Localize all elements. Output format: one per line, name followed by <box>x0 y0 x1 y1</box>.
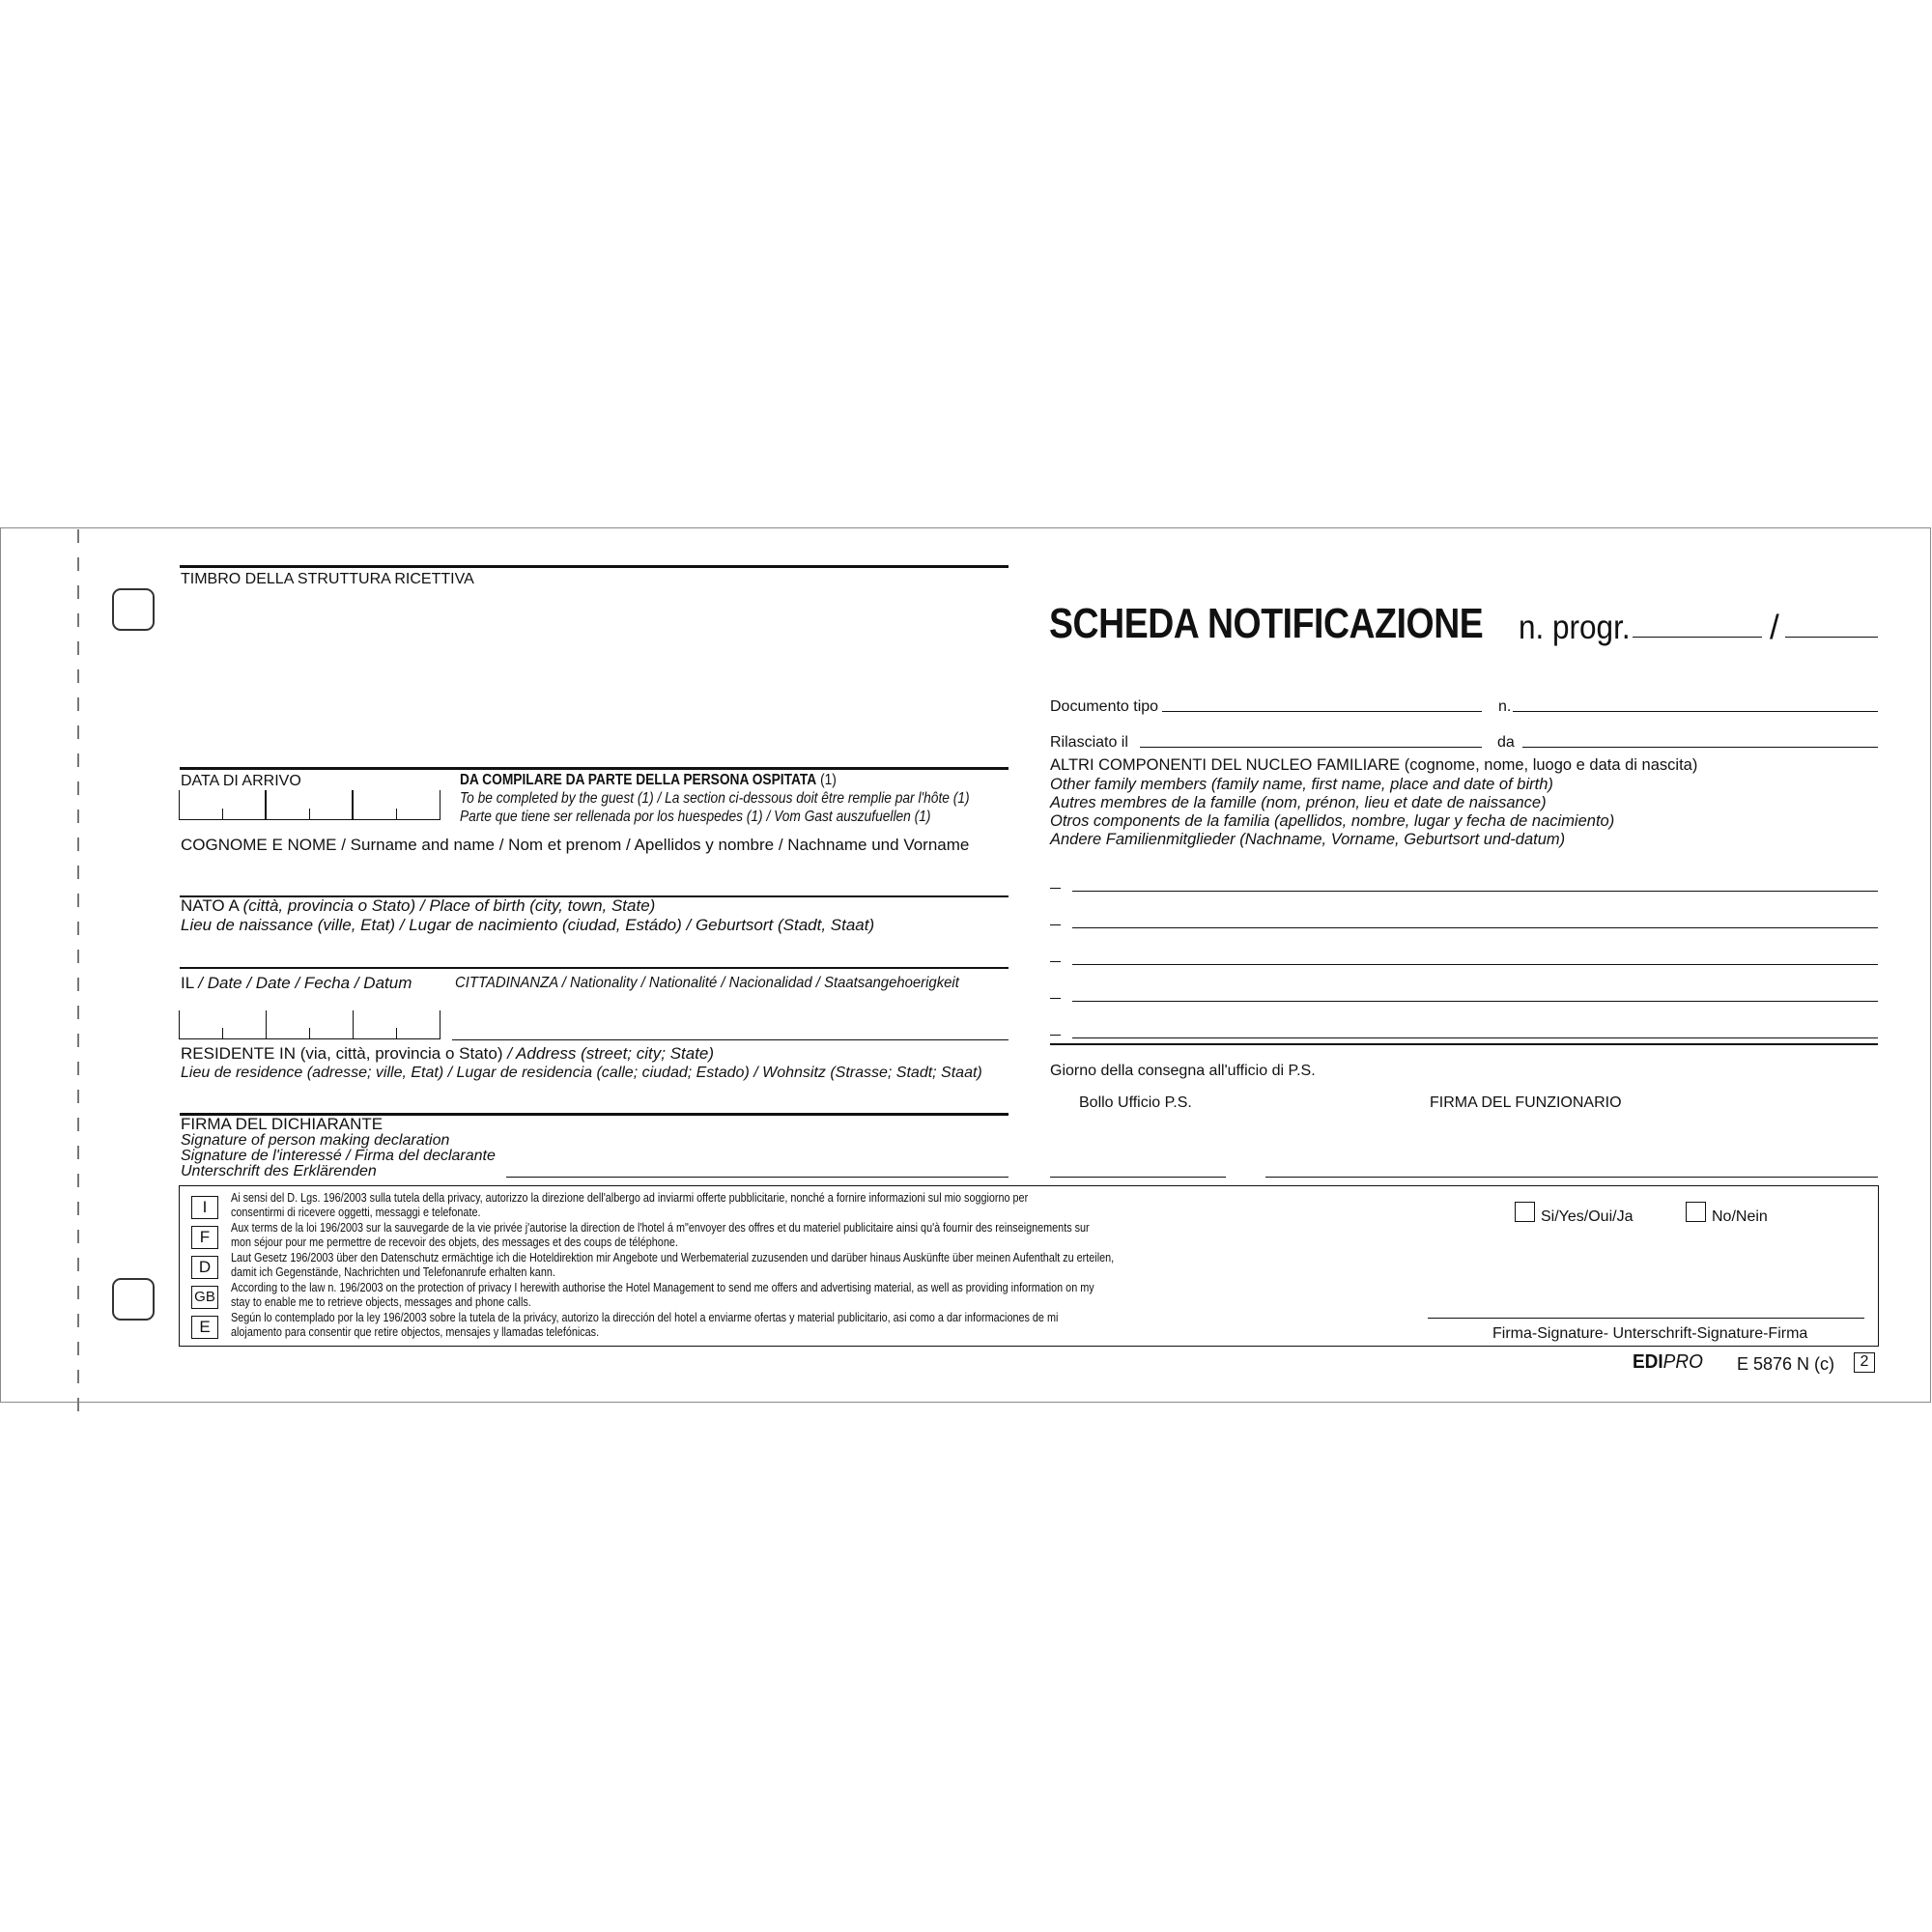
perforation-dash <box>77 613 79 627</box>
official-signature-field[interactable] <box>1265 1177 1878 1178</box>
birthdate-day-divider <box>222 1028 223 1039</box>
doc-number-field[interactable] <box>1513 711 1878 712</box>
family-member-field[interactable] <box>1072 891 1878 892</box>
guest-instructions <box>460 771 970 826</box>
consent-no-checkbox[interactable] <box>1686 1202 1706 1222</box>
consent-no-label: No/Nein <box>1712 1208 1768 1225</box>
issued-on-field[interactable] <box>1140 747 1482 748</box>
perforation-dash <box>77 781 79 795</box>
perforation-dash <box>77 1146 79 1159</box>
birthdate-label-italic: / Date / Date / Fecha / Datum <box>198 974 412 992</box>
family-bottom-rule <box>1050 1043 1878 1045</box>
issued-by-field[interactable] <box>1522 747 1878 748</box>
form-code: E 5876 N (c) <box>1737 1354 1835 1374</box>
language-code-box: GB <box>191 1286 218 1309</box>
arrival-month-divider <box>309 809 310 820</box>
birthdate-label <box>181 974 412 992</box>
progr-slash: / <box>1770 609 1779 646</box>
signature-title: FIRMA DEL DICHIARANTE <box>181 1115 384 1133</box>
citizenship-label: CITTADINANZA / Nationality / Nationalité / Nacionalidad / Staatsangehoerigkeit <box>455 975 959 991</box>
family-line: Andere Familienmitglieder (Nachname, Vorname, Geburtsort und-datum) <box>1050 831 1566 848</box>
signature-line2: Signature de l'interessé / Firma del declarante <box>181 1148 496 1164</box>
perforation-dash <box>77 557 79 571</box>
privacy-text-line: Ai sensi del D. Lgs. 196/2003 sulla tutela della privacy, autorizzo la direzione dell'albergo ad inviarmi offerte pubblicitarie, nonché a fornire informazioni sul mio soggiorno per <box>231 1190 1029 1205</box>
guest-instructions-line3: Parte que tiene ser rellenada por los huespedes (1) / Vom Gast auszufuellen (1) <box>460 809 931 825</box>
perforation-dash <box>77 753 79 767</box>
guest-instructions-bold: DA COMPILARE DA PARTE DELLA PERSONA OSPITATA <box>460 772 817 788</box>
top-rule <box>180 565 1009 568</box>
perforation-dash <box>77 838 79 851</box>
birthplace-label-line2: Lieu de naissance (ville, Etat) / Lugar de nacimiento (ciudad, Estádo) / Geburtsort (Stadt, Staat) <box>181 916 875 934</box>
perforation-dash <box>77 866 79 879</box>
consent-signature-field[interactable] <box>1428 1318 1864 1319</box>
progr-year-field[interactable] <box>1785 637 1878 638</box>
office-stamp-field[interactable] <box>1050 1177 1226 1178</box>
birthdate-sep-1 <box>266 1010 267 1039</box>
issued-on-label: Rilasciato il <box>1050 734 1128 751</box>
family-line-bullet <box>1050 924 1061 925</box>
privacy-text-line: stay to enable me to retrieve objects, messages and phone calls. <box>231 1294 531 1309</box>
perforation-dash <box>77 641 79 655</box>
privacy-text <box>231 1190 1028 1219</box>
privacy-text-line: Aux terms de la loi 196/2003 sur la sauvegarde de la vie privée j'autorise la direction de l'hotel á m"envoyer des offres et du materiel publicitaire ainsi qu'à fournir des reinseignements sur <box>231 1220 1090 1235</box>
family-line: Other family members (family name, first name, place and date of birth) <box>1050 776 1553 793</box>
family-member-field[interactable] <box>1072 927 1878 928</box>
signature-translations <box>181 1133 496 1179</box>
family-line-bullet <box>1050 888 1061 889</box>
perforation-dash <box>77 1258 79 1271</box>
binder-hole-top <box>112 588 155 631</box>
delivery-label: Giorno della consegna all'ufficio di P.S. <box>1050 1063 1316 1079</box>
guest-instructions-line2: To be completed by the guest (1) / La section ci-dessous doit être remplie par l'hôte (1) <box>460 790 970 807</box>
perforation-dash <box>77 1202 79 1215</box>
residence-label-plain: RESIDENTE IN (via, città, provincia o Stato) <box>181 1044 503 1063</box>
privacy-text-line: mon séjour pour me permettre de recevoir des objets, des messages et des coups de téléphone. <box>231 1235 678 1249</box>
perforation-dash <box>77 950 79 963</box>
perforation-dash <box>77 978 79 991</box>
page-number: 2 <box>1854 1352 1875 1373</box>
doc-number-label: n. <box>1498 698 1512 715</box>
perforation-dash <box>77 922 79 935</box>
arrival-year-divider <box>396 809 397 820</box>
residence-label-italic: / Address (street; city; State) <box>502 1044 715 1063</box>
perforation-dash <box>77 1398 79 1411</box>
perforation-dash <box>77 585 79 599</box>
perforation-dash <box>77 1034 79 1047</box>
family-member-field[interactable] <box>1072 964 1878 965</box>
birthdate-label-plain: IL <box>181 974 199 992</box>
residence-label-line2: Lieu de residence (adresse; ville, Etat) / Lugar de residencia (calle; ciudad; Estado) / Wohnsitz (Strasse; Stadt; Staat) <box>181 1065 982 1081</box>
privacy-text-line: According to the law n. 196/2003 on the protection of privacy I herewith authorise the Hotel Management to send me offers and advertising material, as well as providing information on my <box>231 1280 1094 1294</box>
privacy-text-line: Según lo contemplado por la ley 196/2003 sobre la tutela de la privácy, autorizo la dirección del hotel a enviarme ofertas y material publicitario, asi como a dar informaciones de mi <box>231 1310 1059 1324</box>
perforation-dash <box>77 1342 79 1355</box>
birthplace-label-italic: (città, provincia o Stato) / Place of birth (city, town, State) <box>242 896 656 915</box>
citizenship-field[interactable] <box>452 1039 1009 1040</box>
residence-label <box>181 1044 714 1063</box>
arrival-label: DATA DI ARRIVO <box>181 773 301 789</box>
doc-type-field[interactable] <box>1162 711 1482 712</box>
privacy-text <box>231 1250 1114 1279</box>
family-line-bullet <box>1050 998 1061 999</box>
privacy-text-line: alojamento para consentir que retire objectos, mensajes y llamadas telefónicas. <box>231 1324 600 1339</box>
privacy-text <box>231 1220 1090 1249</box>
perforation-dash <box>77 1314 79 1327</box>
signature-line3: Unterschrift des Erklärenden <box>181 1163 377 1179</box>
perforation-dash <box>77 1174 79 1187</box>
consent-signature-label: Firma-Signature- Unterschrift-Signature-Firma <box>1492 1325 1808 1342</box>
language-code-box: F <box>191 1226 218 1249</box>
perforation-dash <box>77 810 79 823</box>
office-stamp-label: Bollo Ufficio P.S. <box>1079 1094 1192 1111</box>
binder-hole-bottom <box>112 1278 155 1321</box>
perforation-dash <box>77 1062 79 1075</box>
family-title: ALTRI COMPONENTI DEL NUCLEO FAMILIARE (cognome, nome, luogo e data di nascita) <box>1050 756 1698 774</box>
family-line: Otros components de la familia (apellidos, nombre, lugar y fecha de nacimiento) <box>1050 812 1615 830</box>
family-member-field[interactable] <box>1072 1037 1878 1038</box>
language-code-box: D <box>191 1256 218 1279</box>
birthdate-month-divider <box>309 1028 310 1039</box>
family-line-bullet <box>1050 1035 1061 1036</box>
birthdate-year-divider <box>396 1028 397 1039</box>
privacy-text-line: damit ich Gegenstände, Nachrichten und Telefonanrufe erhalten kann. <box>231 1264 555 1279</box>
family-translations <box>1050 776 1614 849</box>
perforation-dash <box>77 894 79 907</box>
perforation-dash <box>77 529 79 543</box>
guest-note-ref: (1) <box>820 772 837 788</box>
page-title: SCHEDA NOTIFICAZIONE <box>1049 600 1484 647</box>
doc-type-label: Documento tipo <box>1050 698 1159 715</box>
issued-by-label: da <box>1497 734 1515 751</box>
date-rule <box>180 967 1009 969</box>
signature-line1: Signature of person making declaration <box>181 1132 450 1149</box>
perforation-dash <box>77 1370 79 1383</box>
brand-bold: EDI <box>1633 1351 1663 1373</box>
consent-yes-label: Si/Yes/Oui/Ja <box>1541 1208 1634 1225</box>
official-signature-label: FIRMA DEL FUNZIONARIO <box>1430 1094 1622 1111</box>
declarant-signature-field[interactable] <box>506 1177 1009 1178</box>
language-code-box: E <box>191 1316 218 1339</box>
birthdate-sep-2 <box>353 1010 354 1039</box>
family-line: Autres membres de la famille (nom, prénon, lieu et date de naissance) <box>1050 794 1547 811</box>
privacy-text-line: Laut Gesetz 196/2003 über den Datenschutz ermächtige ich die Hoteldirektion mir Angebote und Werbematerial zuzusenden und darüber hinaus Auskünfte über meinen Aufenthalt zu erteilen, <box>231 1250 1115 1264</box>
perforation-dash <box>77 669 79 683</box>
perforation-dash <box>77 697 79 711</box>
privacy-text <box>231 1280 1094 1309</box>
progr-number-field[interactable] <box>1633 637 1762 638</box>
progr-label: n. progr. <box>1519 609 1631 646</box>
privacy-text-line: consentirmi di ricevere oggetti, messaggi e telefonate. <box>231 1205 481 1219</box>
perforation-dash <box>77 1090 79 1103</box>
perforation-dash <box>77 1118 79 1131</box>
perforation-dash <box>77 1286 79 1299</box>
family-member-field[interactable] <box>1072 1001 1878 1002</box>
brand-italic: PRO <box>1662 1351 1703 1373</box>
family-line-bullet <box>1050 961 1061 962</box>
language-code-box: I <box>191 1196 218 1219</box>
birthplace-label-plain: NATO A <box>181 896 243 915</box>
stamp-label: TIMBRO DELLA STRUTTURA RICETTIVA <box>181 571 474 587</box>
surname-label: COGNOME E NOME / Surname and name / Nom et prenom / Apellidos y nombre / Nachname und Vorname <box>181 836 970 854</box>
perforation-dash <box>77 1006 79 1019</box>
perforation-dash <box>77 1230 79 1243</box>
perforation-dash <box>77 725 79 739</box>
consent-yes-checkbox[interactable] <box>1515 1202 1535 1222</box>
birthplace-label <box>181 896 655 915</box>
arrival-day-divider <box>222 809 223 820</box>
arrival-rule <box>180 767 1009 770</box>
brand-logo <box>1633 1350 1703 1374</box>
privacy-text <box>231 1310 1058 1339</box>
